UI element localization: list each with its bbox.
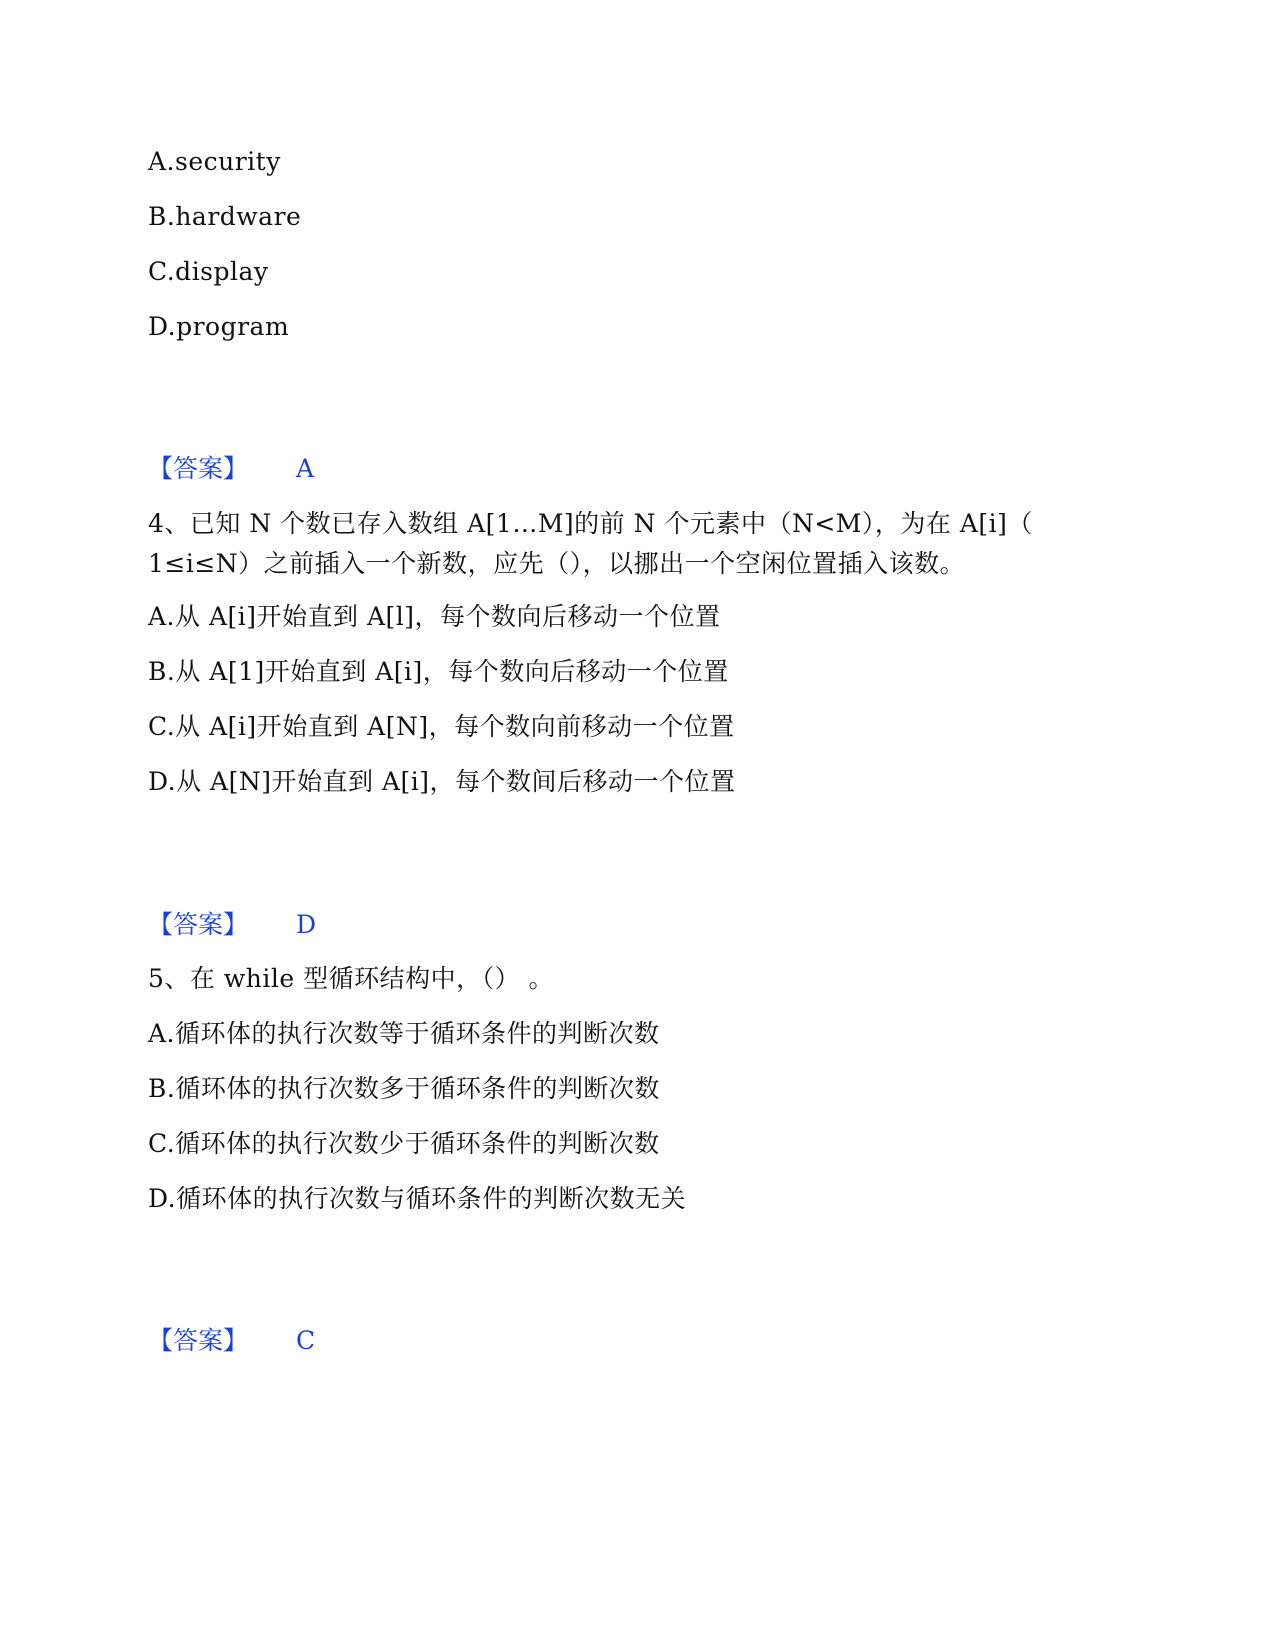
answer-value: D (296, 910, 317, 939)
q3-option-d: D.program (148, 312, 290, 341)
q4-option-a: A.从 A[i]开始直到 A[l]，每个数向后移动一个位置 (148, 602, 721, 631)
q5-option-a: A.循环体的执行次数等于循环条件的判断次数 (148, 1019, 660, 1048)
q3-option-a: A.security (148, 147, 281, 176)
answer-value: C (296, 1326, 316, 1355)
answer-label: 【答案】 (148, 1326, 249, 1355)
q5-option-b: B.循环体的执行次数多于循环条件的判断次数 (148, 1074, 660, 1103)
answer-label: 【答案】 (148, 454, 249, 483)
q3-option-b: B.hardware (148, 202, 302, 231)
q4-stem-line1: 4、已知 N 个数已存入数组 A[1…M]的前 N 个元素中（N<M），为在 A[i]（ (148, 509, 1033, 538)
q3-answer (148, 454, 314, 484)
q5-option-c: C.循环体的执行次数少于循环条件的判断次数 (148, 1129, 660, 1158)
answer-label: 【答案】 (148, 910, 249, 939)
q4-answer (148, 910, 316, 940)
q4-option-d: D.从 A[N]开始直到 A[i]，每个数间后移动一个位置 (148, 767, 736, 796)
q4-option-c: C.从 A[i]开始直到 A[N]，每个数向前移动一个位置 (148, 712, 735, 741)
q5-option-d: D.循环体的执行次数与循环条件的判断次数无关 (148, 1184, 687, 1213)
q5-stem: 5、在 while 型循环结构中，（） 。 (148, 964, 555, 993)
q5-answer (148, 1326, 315, 1356)
q3-option-c: C.display (148, 257, 269, 286)
q4-stem-line2: 1≤i≤N）之前插入一个新数，应先（），以挪出一个空闲位置插入该数。 (148, 549, 966, 578)
q4-option-b: B.从 A[1]开始直到 A[i]，每个数向后移动一个位置 (148, 657, 729, 686)
answer-value: A (296, 454, 315, 483)
